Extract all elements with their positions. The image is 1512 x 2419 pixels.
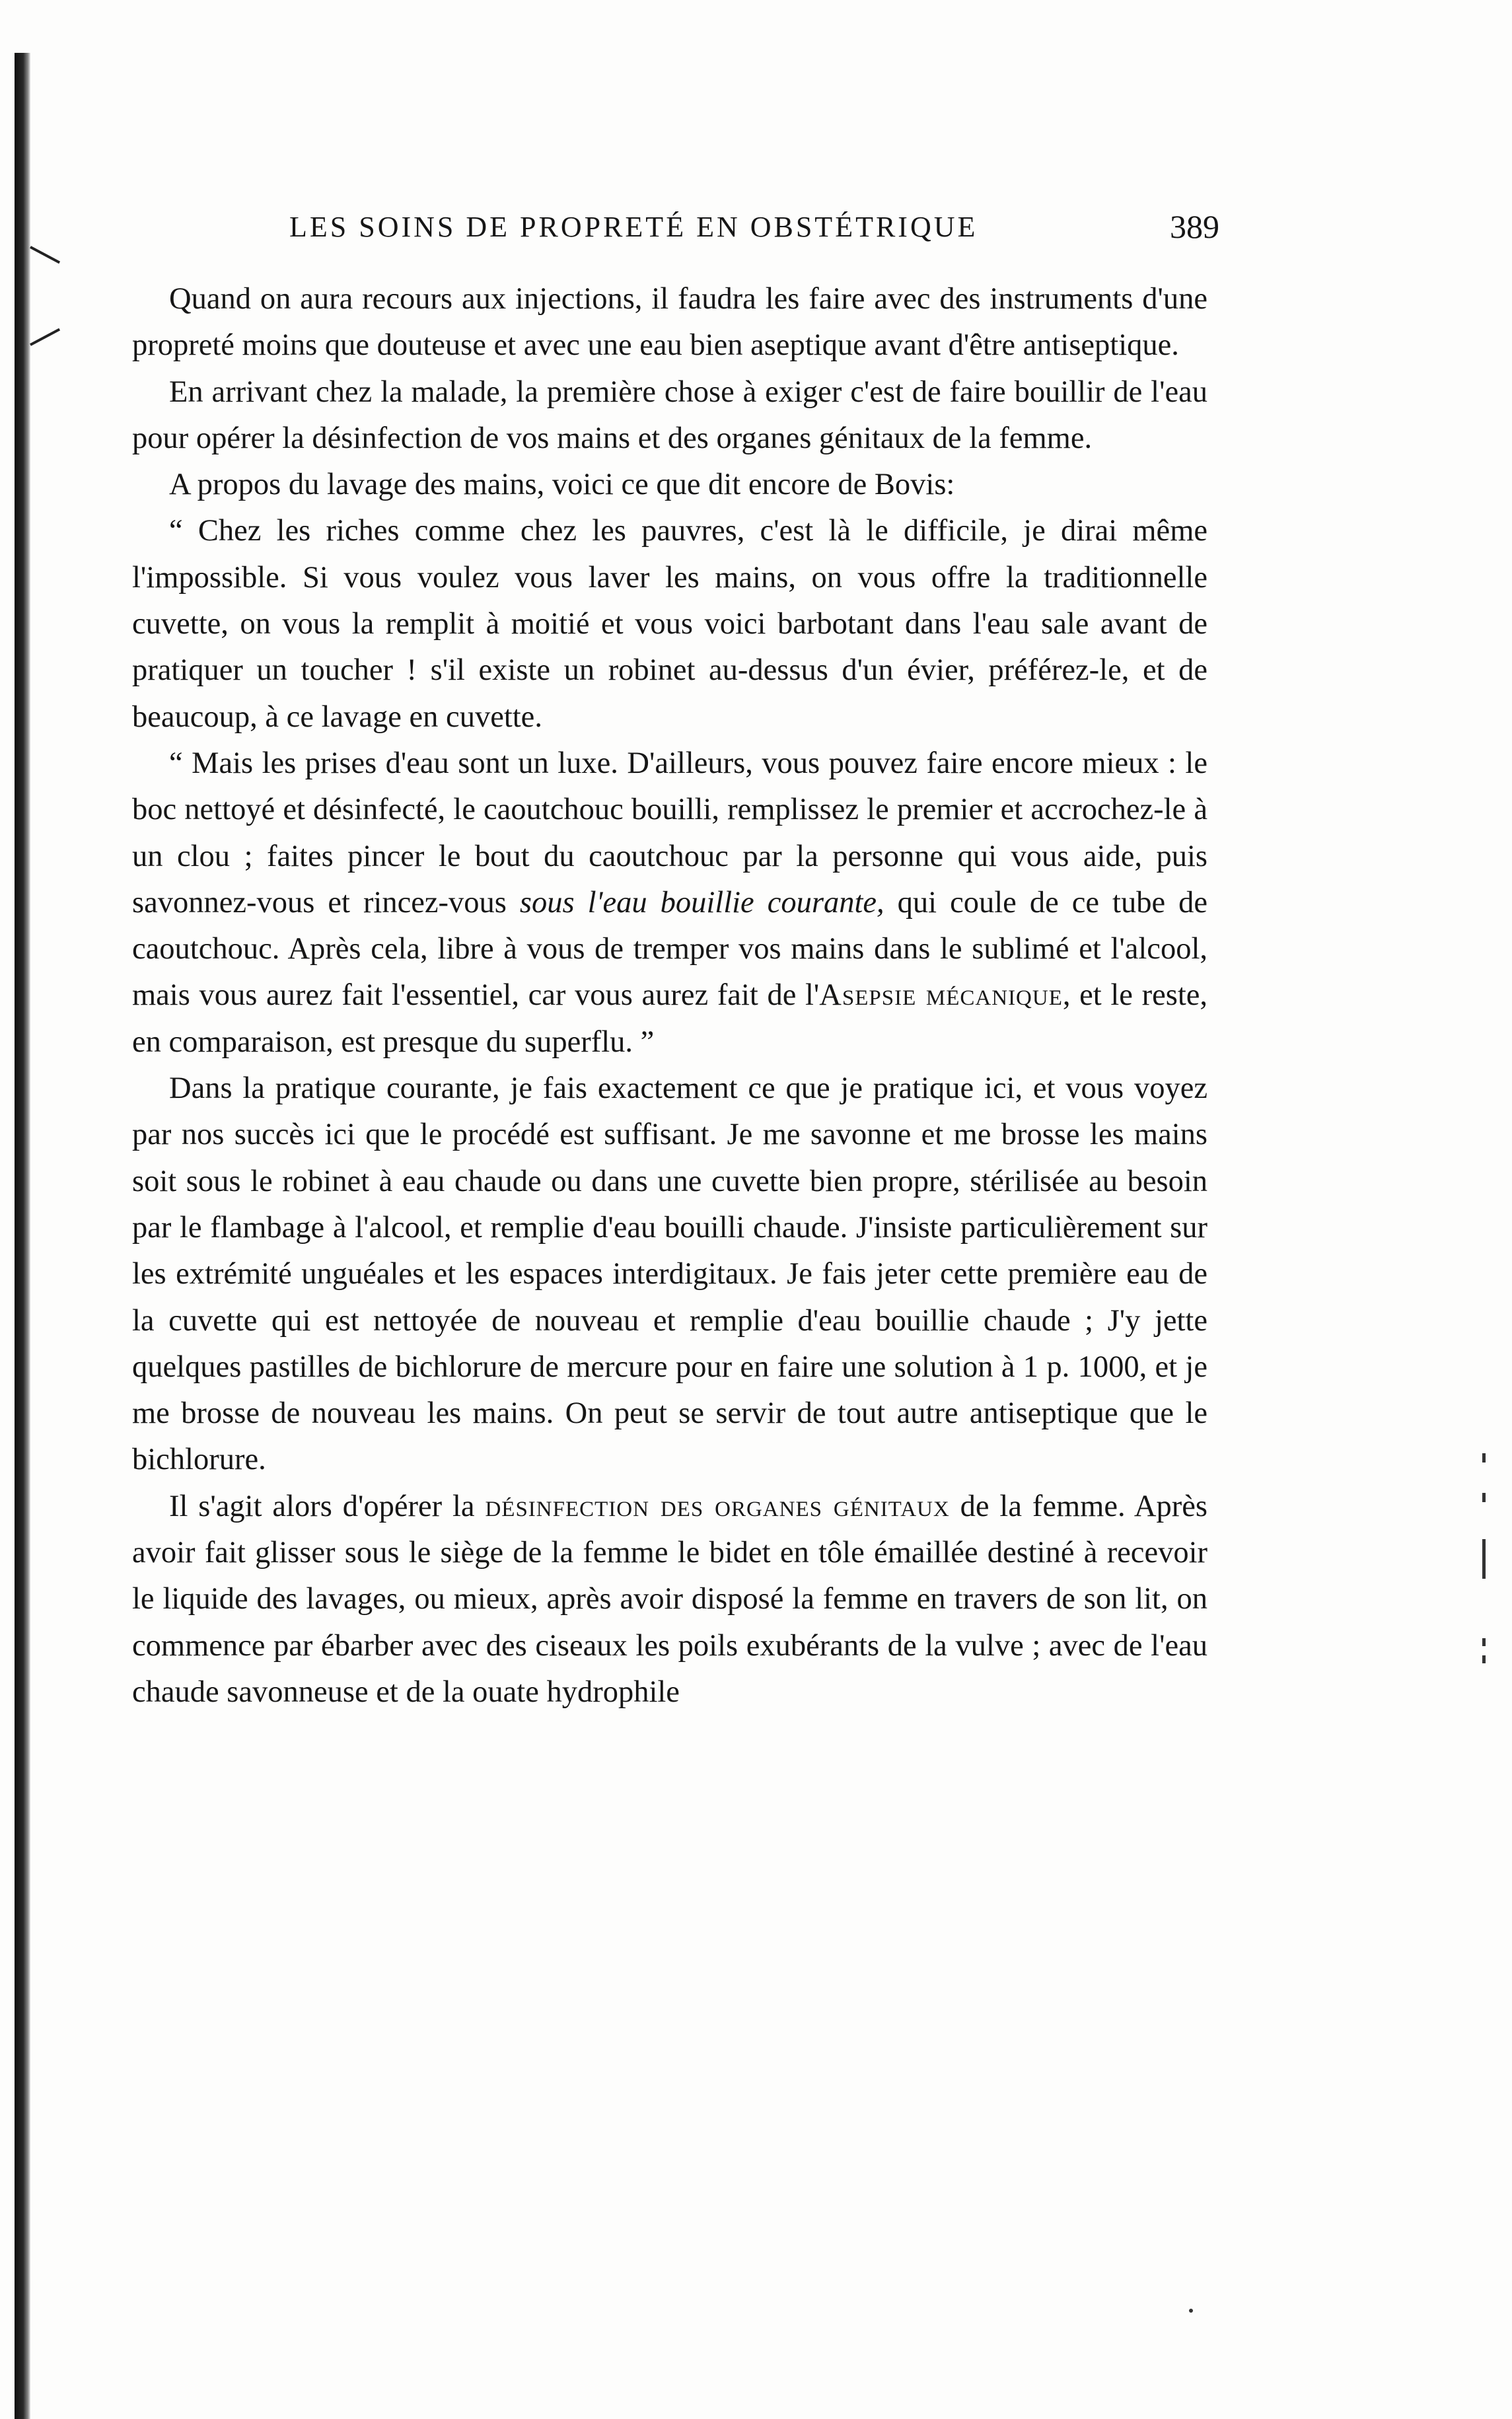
page-number: 389: [1170, 208, 1219, 245]
margin-marks: [1478, 1453, 1492, 1665]
italic-emphasis: sous l'eau bouillie courante,: [519, 885, 884, 920]
paragraph: Dans la pratique courante, je fais exactement ce que je pratique ici, et vous voyez par nos succès ici que le procédé est suffisant. Je me savonne et me brosse les mains soit sous le robinet à eau chaude ou dans une cuvette bien propre, stérilisée au besoin par le flambage à l'alcool, et remplie d'eau bouilli chaude. J'insiste particulièrement sur les extrémité unguéales et les espaces interdigitaux. Je fais jeter cette première eau de la cuvette qui est nettoyée de nouveau et remplie d'eau bouillie chaude ; J'y jette quelques pastilles de bichlorure de mercure pour en faire une solution à 1 p. 1000, et je me brosse de nouveau les mains. On peut se servir de tout autre antiseptique que le bichlorure.: [132, 1071, 1207, 1477]
binding-mark: [30, 246, 60, 264]
paragraph: [132, 1484, 1207, 1715]
quote-paragraph: [132, 740, 1207, 1065]
running-title: LES SOINS DE PROPRETÉ EN OBSTÉTRIQUE: [289, 211, 978, 243]
binding-shadow: [15, 53, 30, 2419]
body-text: [132, 276, 1207, 1715]
text-run: “ Mais les prises d'eau sont un luxe. D'ailleurs, vous pouvez faire encore mieux : le boc nettoyé et désinfecté, le caoutchouc bouilli, remplissez le premier et accrochez-le à un clou ; faites pincer le bout du caoutchouc par la personne qui vous aide, puis savonnez-vous et rincez-vous: [132, 746, 1207, 920]
small-caps-emphasis: Asepsie mécanique: [819, 978, 1063, 1013]
paragraph: A propos du lavage des mains, voici ce que dit encore de Bovis:: [169, 468, 955, 502]
page-header: [289, 210, 1219, 250]
small-caps-emphasis: désinfection des organes génitaux: [485, 1489, 950, 1523]
text-run: , et le reste, en comparaison, est presque du superflu. ”: [132, 978, 1208, 1059]
text-run: de la femme. Après avoir fait glisser sous le siège de la femme le bidet en tôle émaillée destiné à recevoir le liquide des lavages, ou mieux, après avoir disposé la femme en travers de son lit, on commence par ébarber avec des ciseaux les poils exubérants de la vulve ; avec de l'eau chaude savonneuse et de la ouate hydrophile: [132, 1489, 1207, 1709]
binding-mark: [30, 328, 60, 346]
quote-paragraph: “ Chez les riches comme chez les pauvres, c'est là le difficile, je dirai même l'impossible. Si vous voulez vous laver les mains, on vous offre la traditionnelle cuvette, on vous la remplit à moitié et vous voici barbotant dans l'eau sale avant de pratiquer un toucher ! s'il existe un robinet au-dessus d'un évier, préférez-le, et de beaucoup, à ce lavage en cuvette.: [132, 514, 1207, 734]
paragraph: Quand on aura recours aux injections, il faudra les faire avec des instruments d'une propreté moins que douteuse et avec une eau bien aseptique avant d'être antiseptique.: [132, 282, 1207, 363]
text-run: Il s'agit alors d'opérer la: [169, 1489, 475, 1523]
text-run: qui coule de ce tube de caoutchouc. Après cela, libre à vous de tremper vos mains dans le sublimé et l'alcool, mais vous aurez fait l'essentiel, car vous aurez fait de l': [132, 885, 1208, 1013]
stray-mark: [1189, 2309, 1193, 2313]
paragraph: En arrivant chez la malade, la première chose à exiger c'est de faire bouillir de l'eau pour opérer la désinfection de vos mains et des organes génitaux de la femme.: [132, 375, 1207, 455]
